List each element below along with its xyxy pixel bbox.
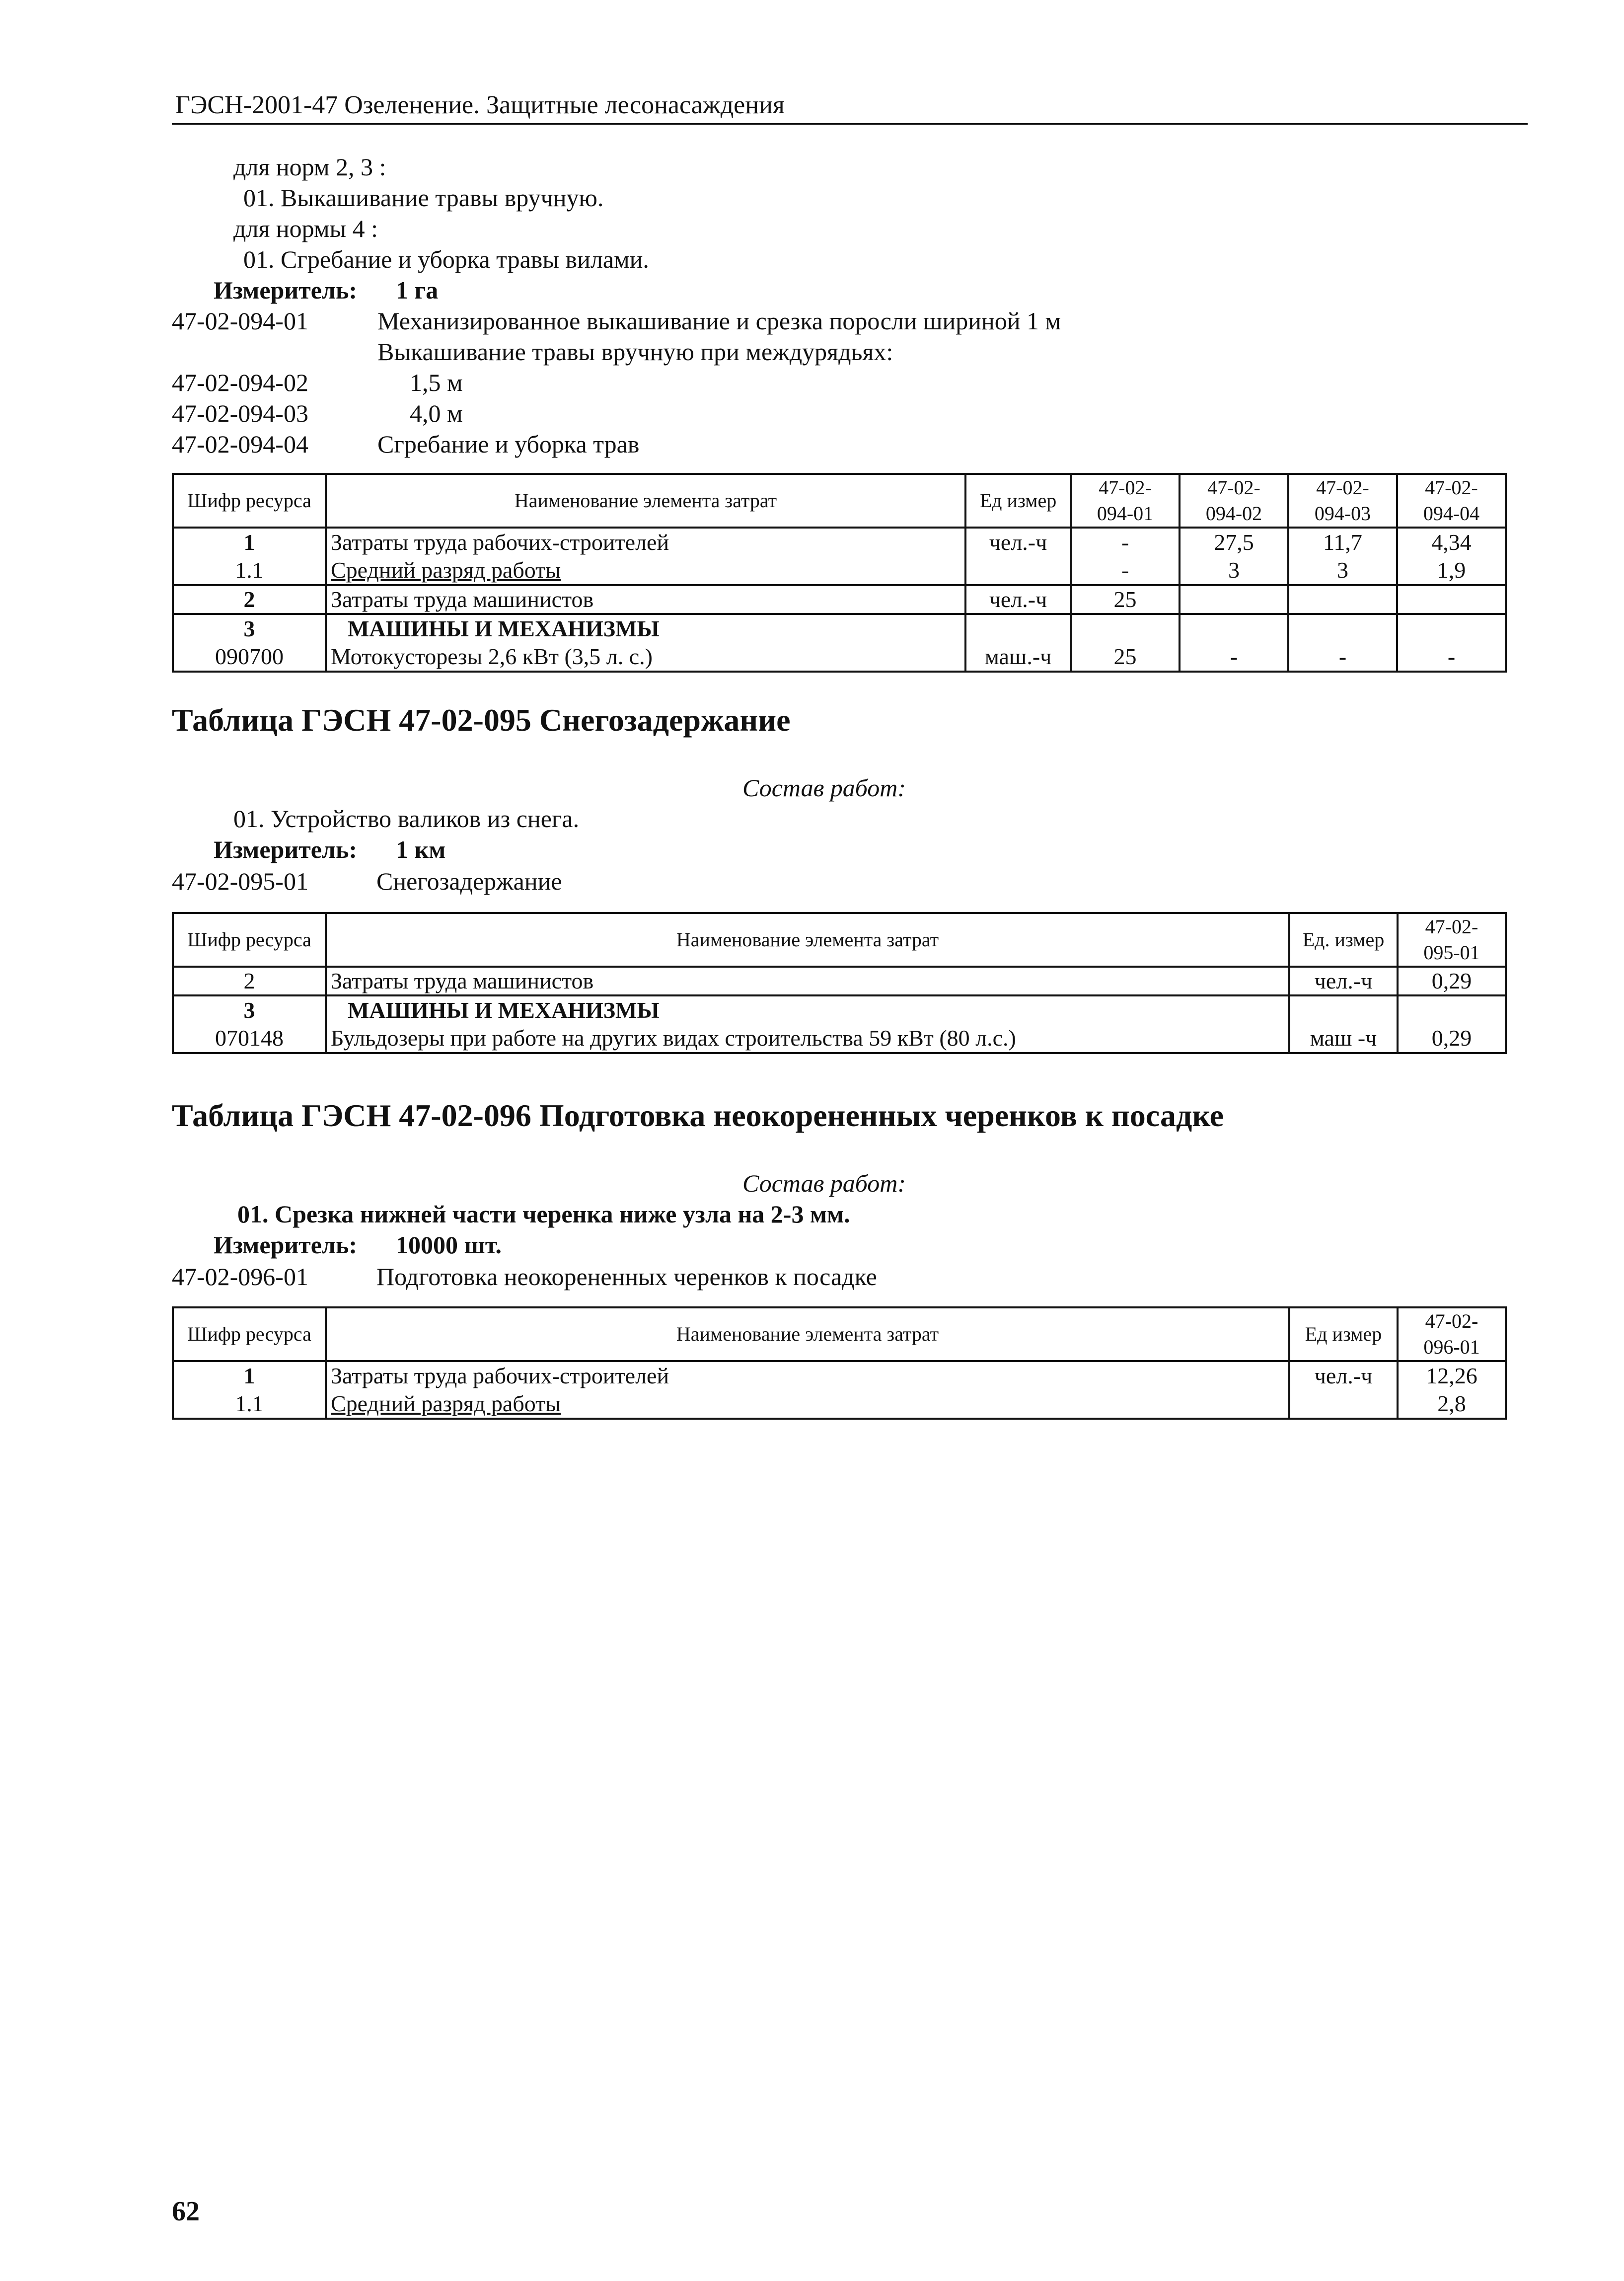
- col-header-top: 47-02-: [1099, 476, 1152, 499]
- norm-code: 47-02-094-04: [172, 430, 308, 458]
- cell-value: -: [1180, 643, 1288, 672]
- cell-name: Средний разряд работы: [326, 1390, 1289, 1419]
- col-header-norm: [1071, 474, 1180, 528]
- col-header-top: 47-02-: [1425, 476, 1478, 499]
- col-header-top: 47-02-: [1316, 476, 1369, 499]
- col-header-bottom: 095-01: [1423, 941, 1480, 964]
- cell-unit: чел.-ч: [965, 528, 1071, 556]
- cell-unit: чел.-ч: [1289, 1361, 1398, 1390]
- table-row: [173, 585, 1506, 614]
- cell-value: 0,29: [1398, 1024, 1506, 1053]
- col-header-name: Наименование элемента затрат: [326, 1307, 1289, 1361]
- table-header-row: [173, 474, 1506, 528]
- norm-name: Сгребание и уборка трав: [377, 430, 640, 458]
- cell-section-heading: МАШИНЫ И МЕХАНИЗМЫ: [326, 995, 1289, 1024]
- intro-line: для нормы 4 :: [233, 215, 378, 242]
- cell-unit: чел.-ч: [965, 585, 1071, 614]
- intro-line: 01. Устройство валиков из снега.: [233, 805, 580, 833]
- table-row: [173, 1390, 1506, 1419]
- cell-unit: [1289, 1390, 1398, 1419]
- cell-code: 070148: [173, 1024, 326, 1053]
- cell-unit: чел.-ч: [1289, 967, 1398, 995]
- intro-line: для норм 2, 3 :: [233, 153, 386, 181]
- cell-value: 27,5: [1180, 528, 1288, 556]
- col-header-bottom: 094-03: [1314, 502, 1371, 525]
- norm-code: 47-02-095-01: [172, 867, 308, 895]
- col-header-unit: Ед измер: [965, 474, 1071, 528]
- col-header-bottom: 094-01: [1097, 502, 1154, 525]
- cell-unit: маш -ч: [1289, 1024, 1398, 1053]
- resource-table-094: [172, 473, 1507, 673]
- cell-value: -: [1288, 643, 1397, 672]
- cell-value: 3: [1180, 556, 1288, 585]
- cell-value: 3: [1288, 556, 1397, 585]
- cell-code: 1.1: [173, 556, 326, 585]
- cell-value: 12,26: [1398, 1361, 1506, 1390]
- norm-subheading: Выкашивание травы вручную при междурядьях:: [377, 338, 893, 366]
- col-header-unit: Ед измер: [1289, 1307, 1398, 1361]
- cell-value: [1397, 614, 1506, 643]
- col-header-norm: [1180, 474, 1288, 528]
- cell-name: Затраты труда рабочих-строителей: [326, 528, 965, 556]
- col-header-bottom: 094-02: [1205, 502, 1262, 525]
- cell-code: 1: [173, 528, 326, 556]
- cell-name: Мотокусторезы 2,6 кВт (3,5 л. с.): [326, 643, 965, 672]
- cell-code: 3: [173, 614, 326, 643]
- cell-code: 2: [173, 585, 326, 614]
- table-title: Таблица ГЭСН 47-02-096 Подготовка неокорененных черенков к посадке: [172, 1098, 1224, 1133]
- cell-unit: [965, 614, 1071, 643]
- col-header-top: 47-02-: [1425, 1310, 1478, 1332]
- intro-line: 01. Срезка нижней части черенка ниже узла на 2-3 мм.: [237, 1200, 850, 1228]
- cell-value: 0,29: [1398, 967, 1506, 995]
- cell-name: Затраты труда машинистов: [326, 967, 1289, 995]
- cell-code: 1: [173, 1361, 326, 1390]
- table-header-row: [173, 1307, 1506, 1361]
- cell-unit: [1289, 995, 1398, 1024]
- table-row: [173, 614, 1506, 643]
- cell-name: Бульдозеры при работе на других видах строительства 59 кВт (80 л.с.): [326, 1024, 1289, 1053]
- col-header-norm: [1398, 1307, 1506, 1361]
- col-header-norm: [1398, 913, 1506, 967]
- table-row: [173, 1361, 1506, 1390]
- cell-value: 25: [1071, 585, 1180, 614]
- table-title: Таблица ГЭСН 47-02-095 Снегозадержание: [172, 702, 791, 738]
- cell-code: 2: [173, 967, 326, 995]
- norm-name: Механизированное выкашивание и срезка поросли шириной 1 м: [377, 307, 1061, 335]
- norm-code: 47-02-094-03: [172, 399, 308, 427]
- table-row: [173, 967, 1506, 995]
- cell-value: 4,34: [1397, 528, 1506, 556]
- col-header-code: Шифр ресурса: [173, 1307, 326, 1361]
- norm-name: Подготовка неокорененных черенков к посадке: [376, 1263, 877, 1291]
- col-header-unit: Ед. измер: [1289, 913, 1398, 967]
- measure-value: 1 км: [396, 836, 446, 863]
- norm-name: Снегозадержание: [376, 867, 562, 895]
- cell-unit: [965, 556, 1071, 585]
- cell-name: Затраты труда рабочих-строителей: [326, 1361, 1289, 1390]
- header-rule: [172, 123, 1528, 125]
- composition-heading: Состав работ:: [742, 1169, 906, 1197]
- cell-value: [1288, 614, 1397, 643]
- measure-value: 1 га: [396, 276, 439, 304]
- col-header-top: 47-02-: [1207, 476, 1260, 499]
- measure-label: Измеритель:: [214, 1231, 358, 1259]
- measure-label: Измеритель:: [214, 836, 358, 863]
- table-row: [173, 643, 1506, 672]
- cell-name: Средний разряд работы: [326, 556, 965, 585]
- cell-name: Затраты труда машинистов: [326, 585, 965, 614]
- col-header-top: 47-02-: [1425, 915, 1478, 938]
- intro-line: 01. Сгребание и уборка травы вилами.: [243, 245, 649, 273]
- cell-value: [1180, 585, 1288, 614]
- cell-unit: маш.-ч: [965, 643, 1071, 672]
- measure-label: Измеритель:: [214, 276, 358, 304]
- norm-code: 47-02-096-01: [172, 1263, 308, 1291]
- norm-code: 47-02-094-02: [172, 369, 308, 396]
- cell-value: [1288, 585, 1397, 614]
- table-row: [173, 995, 1506, 1024]
- norm-name: 1,5 м: [410, 369, 463, 396]
- cell-code: 1.1: [173, 1390, 326, 1419]
- norm-code: 47-02-094-01: [172, 307, 308, 335]
- col-header-code: Шифр ресурса: [173, 474, 326, 528]
- cell-section-heading: МАШИНЫ И МЕХАНИЗМЫ: [326, 614, 965, 643]
- measure-value: 10000 шт.: [396, 1231, 502, 1259]
- col-header-name: Наименование элемента затрат: [326, 913, 1289, 967]
- table-row: [173, 1024, 1506, 1053]
- col-header-name: Наименование элемента затрат: [326, 474, 965, 528]
- intro-line: 01. Выкашивание травы вручную.: [243, 184, 604, 212]
- cell-value: [1398, 995, 1506, 1024]
- col-header-norm: [1397, 474, 1506, 528]
- resource-table-095: [172, 912, 1507, 1054]
- cell-code: 090700: [173, 643, 326, 672]
- cell-value: -: [1397, 643, 1506, 672]
- cell-value: [1071, 614, 1180, 643]
- cell-value: -: [1071, 528, 1180, 556]
- norm-name: 4,0 м: [410, 399, 463, 427]
- page-number: 62: [172, 2196, 200, 2227]
- col-header-bottom: 094-04: [1423, 502, 1480, 525]
- table-header-row: [173, 913, 1506, 967]
- composition-heading: Состав работ:: [742, 774, 906, 802]
- cell-value: [1180, 614, 1288, 643]
- table-row: [173, 556, 1506, 585]
- page-header-title: ГЭСН-2001-47 Озеленение. Защитные лесонасаждения: [175, 91, 785, 119]
- cell-value: [1397, 585, 1506, 614]
- cell-value: 11,7: [1288, 528, 1397, 556]
- cell-value: 25: [1071, 643, 1180, 672]
- table-row: [173, 528, 1506, 556]
- cell-code: 3: [173, 995, 326, 1024]
- cell-value: 2,8: [1398, 1390, 1506, 1419]
- col-header-bottom: 096-01: [1423, 1336, 1480, 1358]
- col-header-code: Шифр ресурса: [173, 913, 326, 967]
- col-header-norm: [1288, 474, 1397, 528]
- resource-table-096: [172, 1306, 1507, 1420]
- cell-value: -: [1071, 556, 1180, 585]
- cell-value: 1,9: [1397, 556, 1506, 585]
